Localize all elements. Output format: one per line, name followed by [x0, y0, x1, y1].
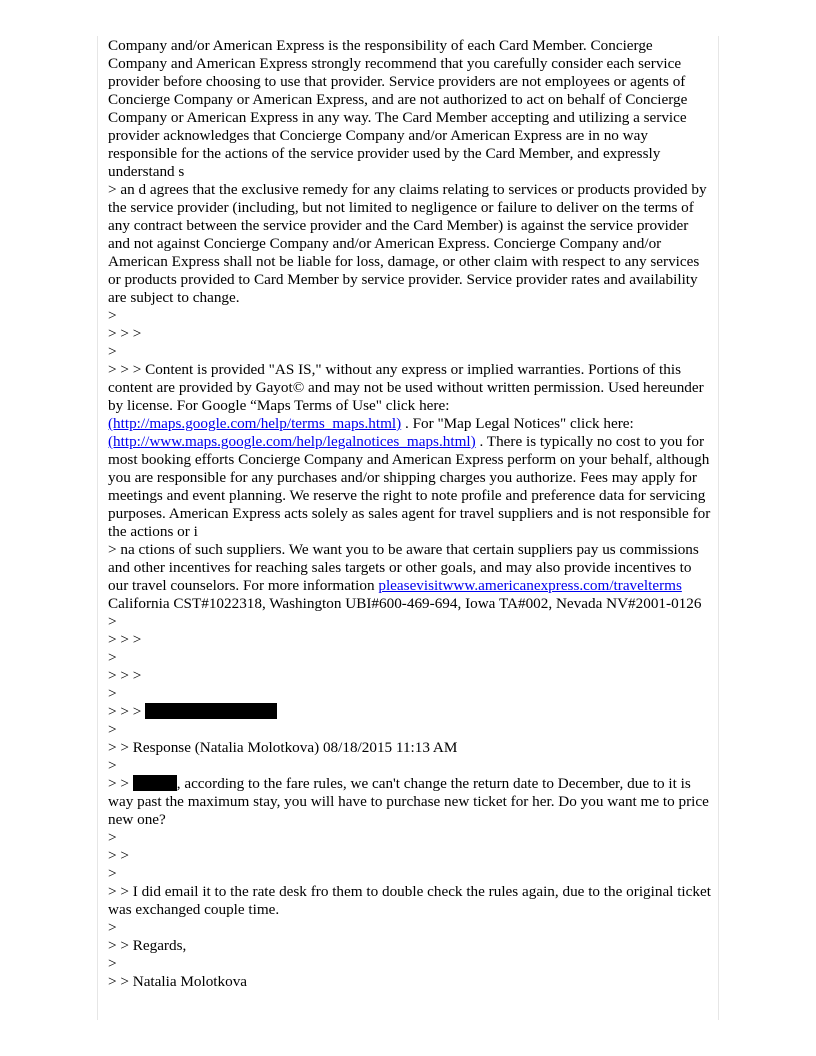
- supplier-disclaimer-text: > na ctions of such suppliers. We want you to be aware that certain suppliers pay us commissions and other incentives for reaching sales targets or other goals, and may also provide incentives to our travel counselors. For more information: [108, 541, 699, 594]
- content-disclaimer-paragraph: [108, 361, 712, 541]
- quote-prefix: > > >: [108, 703, 146, 720]
- quote-line: >: [108, 757, 117, 774]
- content-disclaimer-text-2: . For "Map Legal Notices" click here:: [401, 415, 634, 432]
- quote-line: > >: [108, 847, 129, 864]
- license-numbers-text: California CST#1022318, Washington UBI#600-469-694, Iowa TA#002, Nevada NV#2001-0126: [108, 595, 702, 612]
- supplier-disclaimer-paragraph: [108, 541, 712, 613]
- fare-rules-text: , according to the fare rules, we can't change the return date to December, due to it is way past the maximum stay, you will have to purchase new ticket for her. Do you want me to price new one?: [108, 775, 709, 828]
- quote-line: >: [108, 919, 117, 936]
- quote-line: >: [108, 613, 117, 630]
- travelterms-link[interactable]: pleasevisitwww.americanexpress.com/travelterms: [378, 577, 682, 594]
- regards-line: > > Regards,: [108, 937, 187, 954]
- signature-line: > > Natalia Molotkova: [108, 973, 248, 990]
- content-disclaimer-text-1: > > > Content is provided "AS IS," without any express or implied warranties. Portions of this content are provided by Gayot© and may not be used without written permission. Used hereunder by license. For Google “Maps Terms of Use" click here:: [108, 361, 704, 414]
- quote-line: >: [108, 685, 117, 702]
- quote-line: >: [108, 649, 117, 666]
- quote-line: >: [108, 721, 117, 738]
- response-header: > > Response (Natalia Molotkova) 08/18/2015 11:13 AM: [108, 739, 458, 756]
- quote-line: > > >: [108, 325, 142, 342]
- fare-rules-paragraph: [108, 775, 712, 829]
- content-disclaimer-text-3: . There is typically no cost to you for most booking efforts Concierge Company and American Express perform on your behalf, although you are responsible for any purchases and/or shipping charges you authorize. Fees may apply for meetings and event planning. We reserve the right to note profile and preference data for servicing purposes. American Express acts solely as sales agent for travel suppliers and is not responsible for the actions or i: [108, 433, 711, 540]
- maps-terms-link[interactable]: (http://maps.google.com/help/terms_maps.html): [108, 415, 402, 432]
- redacted-line: [108, 703, 712, 721]
- disclaimer-paragraph-1: Company and/or American Express is the responsibility of each Card Member. Concierge Company and American Express strongly recommend that you carefully consider each service provider before choosing to use that provider. Service providers are not employees or agents of Concierge Company or American Express, and are not authorized to act on behalf of Concierge Company or American Express in any way. The Card Member accepting and utilizing a service provider acknowledges that Concierge Company and/or American Express are in no way responsible for the actions of the service provider used by the Card Member, and expressly understand s: [108, 37, 688, 180]
- email-body: [108, 37, 712, 991]
- quote-line: > > >: [108, 667, 142, 684]
- quote-line: >: [108, 343, 117, 360]
- quote-line: >: [108, 955, 117, 972]
- legal-notices-link[interactable]: (http://www.maps.google.com/help/legalnotices_maps.html): [108, 433, 476, 450]
- quote-line: >: [108, 307, 117, 324]
- redaction-block: [145, 703, 277, 719]
- quote-line: >: [108, 829, 117, 846]
- redaction-block: [133, 775, 177, 791]
- disclaimer-paragraph-2: > an d agrees that the exclusive remedy for any claims relating to services or products provided by the service provider (including, but not limited to negligence or failure to deliver on the terms of any contract between the service provider and the Card Member) is against the service provider and not against Concierge Company and/or American Express. Concierge Company and/or American Express shall not be liable for loss, damage, or other claim with respect to any services or products provided to Card Member by service provider. Service provider rates and availability are subject to change.: [108, 181, 707, 306]
- quote-line: >: [108, 865, 117, 882]
- quote-line: > > >: [108, 631, 142, 648]
- quote-prefix: > >: [108, 775, 133, 792]
- rate-desk-paragraph: > > I did email it to the rate desk fro them to double check the rules again, due to the original ticket was exchanged couple time.: [108, 883, 711, 918]
